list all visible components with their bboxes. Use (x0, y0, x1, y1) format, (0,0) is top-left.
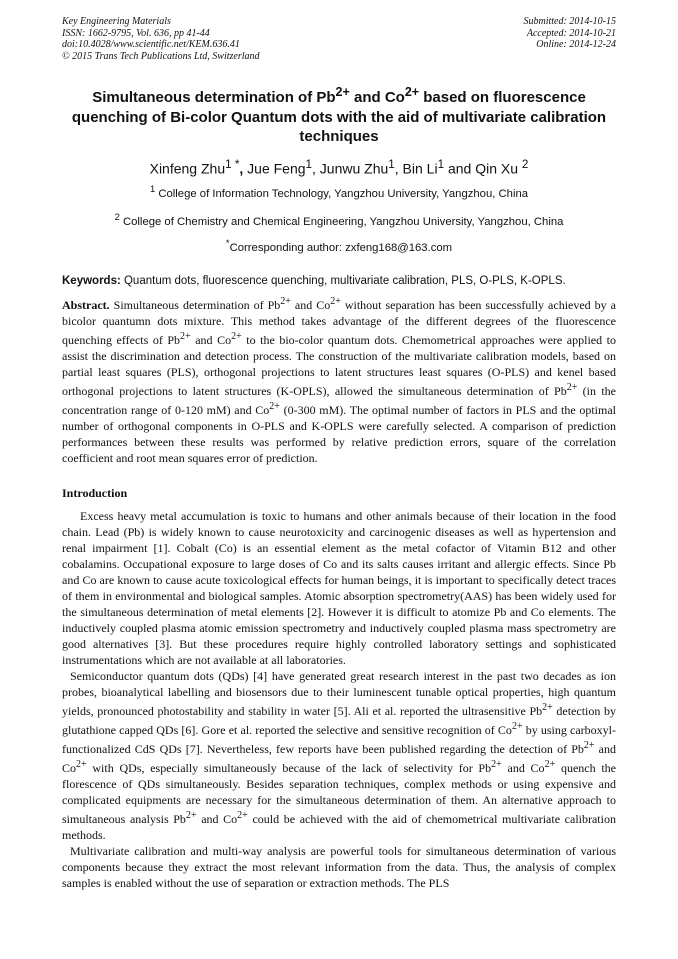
journal-issn: ISSN: 1662-9795, Vol. 636, pp 41-44 (62, 27, 210, 39)
superscript: 2+ (231, 331, 242, 343)
abstract (62, 294, 616, 466)
abstract-text: Simultaneous determination of $Pb^{2+}$ and $Co^{2+}$ without separation has been successfully achieved by a bicolor quantumn dots mixture. This method takes advantage of the different degrees of the fluorescence quenching effects of $Pb^{2+}$ and $Co^{2+}$ to the bio-color quantum dots. Chemometrical approaches were applied to assist the discrimination and detection process. The construction of the multivariate calibration models, based on partial least squares (PLS), orthogonal projections to latent structures least squares (O-PLS) and kenel based orthogonal projections to latent structures (K-OPLS), allowed the simultaneous determination of $Pb^{2+}$ (in the concentration range of 0-120 mM) and $Co^{2+}$ (0-300 mM). The optimal number of factors in PLS and the optimal number of orthogonal components in O-PLS and K-OPLS were carefully selected. A comparison of prediction performances between these results was performed by relative prediction errors, square of the correlation coefficient and root mean squares error of prediction. (62, 296, 616, 466)
accepted-date: Accepted: 2014-10-21 (526, 27, 616, 39)
journal-doi: doi:10.4028/www.scientific.net/KEM.636.41 (62, 39, 240, 50)
affiliation: $^2$ College of Chemistry and Chemical Engineering, Yangzhou University, Yangzhou, China (114, 210, 564, 228)
paragraph: Excess heavy metal accumulation is toxic to humans and other animals because of their location in the food chain. Lead (Pb) is widely known to cause neurotoxicity and carcinogenic diseases as well as hypertension and renal impairment [1]. Cobalt (Co) is an essential element as the metal cofactor of Vitamin B12 and other cobalamins. Occupational exposure to large doses of Co and its salts causes irritant and allergic effects. Since Pb and Co are known to cause acute toxicological effects for human beings, it is important to specifically detect traces of them in environmental and biological samples. Atomic absorption spectrometry(AAS) has been widely used for the simultaneous determination of metal elements [2]. However it is difficult to atomize Pb and Co elements. The inductively coupled plasma atomic emission spectrometry and inductively coupled plasma mass spectrometry are good alternatives [3]. But these procedures require highly controlled laboratory settings and sophisticated instrumentations which are not available at all laboratories. (62, 509, 616, 668)
paper-title: Simultaneous determination of $Pb^{2+}$ and $Co^{2+}$ based on fluorescence quenching of Bi-color Quantum dots with the aid of multivariate calibration techniques (71, 85, 607, 145)
paragraph: Semiconductor quantum dots (QDs) [4] have generated great research interest in the past two decades as ion probes, bioanalytical labelling and biosensors due to their luminescent tunable optical properties, high quantum yields, pronounced photostability and stability in water [5]. Ali et al. reported the ultrasensitive $Pb^{2+}$ detection by glutathione capped QDs [6]. Gore et al. reported the selective and sensitive recognition of $Co^{2+}$ by using carboxyl-functionalized CdS QDs [7]. Nevertheless, few reports have been published regarding the detection of $Pb^{2+}$ and $Co^{2+}$ with QDs, especially simultaneously because of the lack of selectivity for $Pb^{2+}$ and $Co^{2+}$ quench the florescence of QDs simultaneously. Besides separation techniques, complex methods or using expensive and complicated equipments are necessary for the simultaneous determination of them. An alternative approach to simultaneous analysis $Pb^{2+}$ and $Co^{2+}$ could be achieved with the aid of chemometrical multivariate calibration methods. (62, 669, 617, 843)
abstract-label: Abstract. (62, 298, 110, 313)
online-date: Online: 2014-12-24 (536, 39, 616, 50)
superscript: 2+ (491, 759, 502, 771)
author-name: Bin Li (402, 160, 438, 177)
section-heading: Introduction (62, 486, 128, 501)
superscript: 2+ (185, 810, 197, 822)
paragraph: Multivariate calibration and multi-way analysis are powerful tools for simultaneous determination of various components because they extract the most relevant information from the data. Thus, the analysis of complex samples is enabled without the use of separation or extraction methods. The PLS (62, 844, 616, 891)
superscript: 2+ (542, 702, 553, 714)
superscript: 2+ (583, 740, 595, 752)
superscript: 2+ (180, 331, 191, 343)
submitted-date: Submitted: 2014-10-15 (523, 16, 616, 27)
keywords-label: Keywords: (62, 275, 121, 288)
journal-name: Key Engineering Materials (62, 16, 171, 27)
author-name: Xinfeng Zhu (149, 160, 226, 177)
journal-info (62, 16, 260, 62)
journal-copyright: © 2015 Trans Tech Publications Ltd, Switzerland (62, 50, 260, 62)
author-name: Junwu Zhu (319, 160, 389, 177)
superscript: 2+ (511, 721, 523, 733)
author-list: Xinfeng Zhu$^{1 *}$, Jue Feng$^1$, Junwu Zhu$^1$, Bin Li$^1$ and Qin Xu $^2$ (149, 157, 529, 177)
author-name: Qin Xu (475, 160, 522, 177)
superscript: 2+ (330, 296, 341, 308)
author-name: Jue Feng (247, 160, 306, 177)
superscript: 2+ (280, 296, 291, 308)
superscript: 2+ (237, 810, 248, 822)
paper-page (62, 16, 616, 891)
journal-header (62, 16, 616, 62)
corresponding-author: *Corresponding author: zxfeng168@163.com (225, 236, 453, 254)
submission-dates (524, 16, 617, 62)
affiliation: $^1$ College of Information Technology, Yangzhou University, Yangzhou, China (149, 183, 529, 200)
keywords-text: Quantum dots, fluorescence quenching, multivariate calibration, PLS, O-PLS, K-OPLS. (120, 275, 566, 288)
superscript: 2+ (76, 759, 87, 771)
superscript: 2+ (269, 401, 280, 413)
keywords (62, 274, 616, 288)
superscript: 2+ (566, 382, 578, 394)
superscript: 2+ (544, 759, 556, 771)
